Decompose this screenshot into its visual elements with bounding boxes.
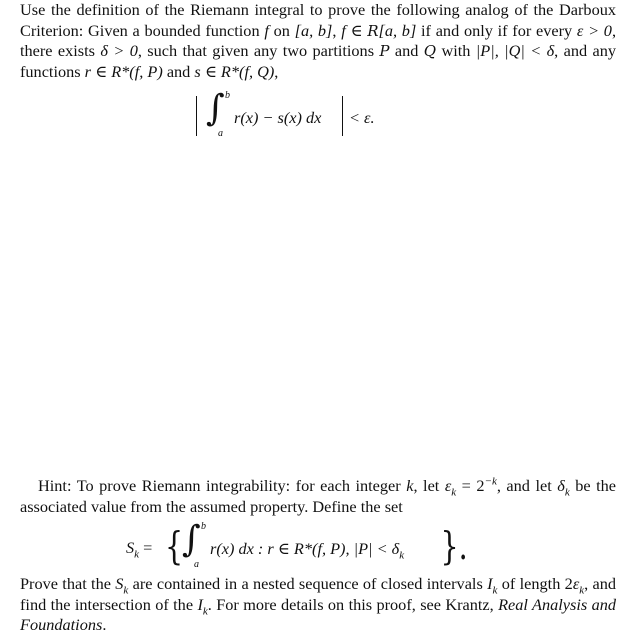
upper-limit: b <box>225 90 230 101</box>
close-brace: }. <box>440 524 468 568</box>
book-title: Real Analysis and Foundations <box>20 594 617 634</box>
set-name: $S_k$ = <box>126 538 153 561</box>
set-body: r(x) dx : r ∈ R*(f, P), $|P| < \delta_k$ <box>210 539 405 562</box>
hint-paragraph: Hint: To prove Riemann integrability: for each integer k, let $\varepsilon_k = 2^{-k}$, and let $\delta_k$ be the associated value from the assumed property. Define the set <box>20 475 616 516</box>
inequality: < ε. <box>349 108 375 127</box>
open-brace: { <box>165 524 184 568</box>
integral-sign-2: ∫ <box>182 519 201 560</box>
integrand: r(x) − s(x) dx <box>234 108 322 127</box>
upper-limit-2: b <box>201 521 206 532</box>
abs-bar-left <box>196 96 197 136</box>
lower-limit: a <box>218 128 223 139</box>
lower-limit-2: a <box>194 559 199 570</box>
integral-sign: ∫ <box>206 88 225 129</box>
prove-paragraph: Prove that the $S_k$ are contained in a nested sequence of closed intervals $I_k$ of length $2\varepsilon_k$, and find the intersection of the $I_k$. For more details on this proof, see Krantz, Real Analysis and Foundations. <box>20 574 617 634</box>
abs-bar-right <box>342 96 343 136</box>
problem-statement: Use the definition of the Riemann integral to prove the following analog of the Darboux Criterion: Given a bounded function f on [a, b], f ∈ R[a, b] if and only if for every ε > 0, there exists δ > 0, such that given any two partitions P and Q with |P|, |Q| < δ, and any functions r ∈ R*(f, P) and s ∈ R*(f, Q), <box>20 0 617 81</box>
